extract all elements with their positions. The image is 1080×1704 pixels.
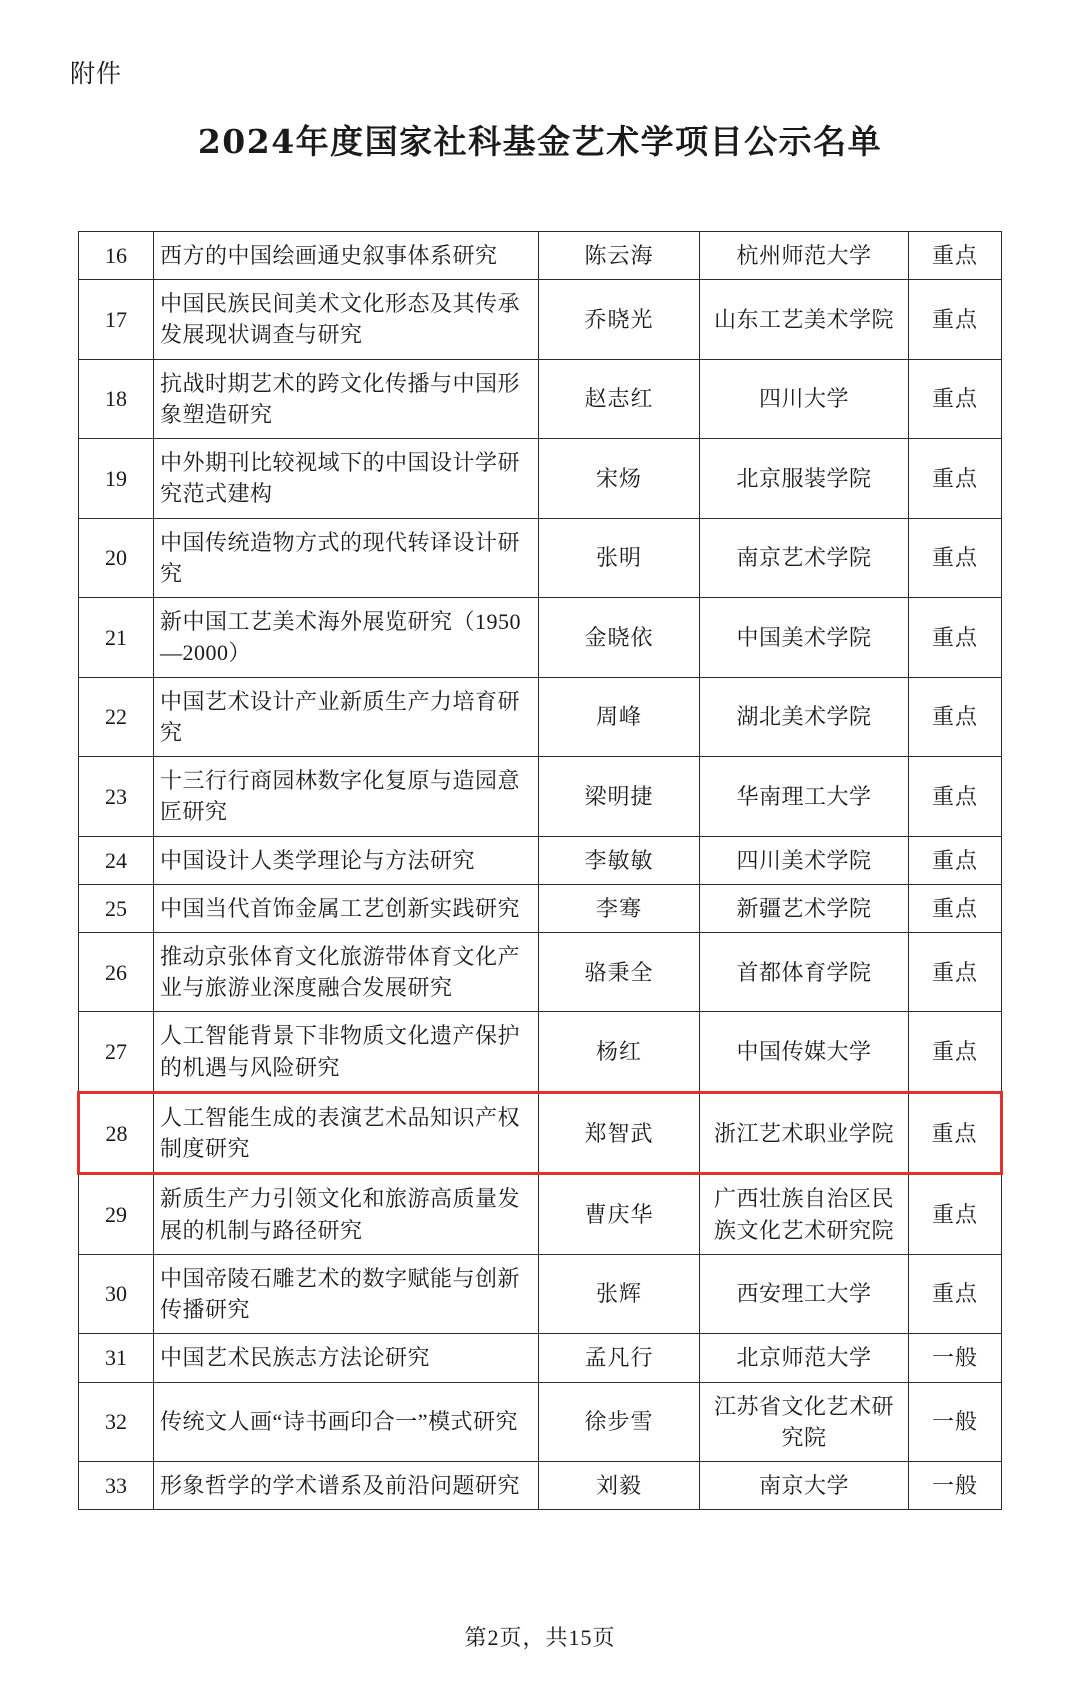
row-type-cell: 重点: [909, 1174, 1002, 1254]
row-index-cell: 23: [79, 757, 154, 836]
table-row: [79, 1092, 1002, 1173]
row-index-cell: 28: [79, 1092, 154, 1173]
table-row: [79, 1334, 1002, 1382]
row-person-cell: 张明: [539, 518, 700, 597]
table-row: [79, 280, 1002, 359]
table-row: [79, 598, 1002, 677]
row-organization-cell: 四川美术学院: [700, 836, 909, 884]
project-listing-table: [77, 231, 1003, 1510]
row-organization-cell: 广西壮族自治区民族文化艺术研究院: [700, 1174, 909, 1254]
row-person-cell: 徐步雪: [539, 1382, 700, 1461]
row-organization-cell: 江苏省文化艺术研究院: [700, 1382, 909, 1461]
row-index-cell: 22: [79, 677, 154, 756]
page-footer: 第2页，共15页: [464, 1625, 616, 1650]
row-title-cell: 中国帝陵石雕艺术的数字赋能与创新传播研究: [154, 1254, 539, 1333]
row-organization-cell: 西安理工大学: [700, 1254, 909, 1333]
row-type-cell: 重点: [909, 757, 1002, 836]
row-title-cell: 中国艺术设计产业新质生产力培育研究: [154, 677, 539, 756]
row-person-cell: 李骞: [539, 884, 700, 932]
row-type-cell: 一般: [909, 1382, 1002, 1461]
row-type-cell: 重点: [909, 439, 1002, 518]
row-title-cell: 形象哲学的学术谱系及前沿问题研究: [154, 1462, 539, 1510]
row-person-cell: 骆秉全: [539, 932, 700, 1011]
row-type-cell: 重点: [909, 836, 1002, 884]
row-organization-cell: 新疆艺术学院: [700, 884, 909, 932]
row-person-cell: 陈云海: [539, 232, 700, 280]
row-person-cell: 金晓依: [539, 598, 700, 677]
row-title-cell: 中国设计人类学理论与方法研究: [154, 836, 539, 884]
table-row: [79, 1462, 1002, 1510]
row-person-cell: 乔晓光: [539, 280, 700, 359]
row-type-cell: 重点: [909, 232, 1002, 280]
row-organization-cell: 中国传媒大学: [700, 1012, 909, 1092]
table-row: [79, 932, 1002, 1011]
row-organization-cell: 南京艺术学院: [700, 518, 909, 597]
row-person-cell: 梁明捷: [539, 757, 700, 836]
row-index-cell: 33: [79, 1462, 154, 1510]
row-index-cell: 18: [79, 359, 154, 438]
row-title-cell: 中国传统造物方式的现代转译设计研究: [154, 518, 539, 597]
row-person-cell: 赵志红: [539, 359, 700, 438]
row-organization-cell: 北京师范大学: [700, 1334, 909, 1382]
row-title-cell: 传统文人画“诗书画印合一”模式研究: [154, 1382, 539, 1461]
table-row: [79, 757, 1002, 836]
row-type-cell: 重点: [909, 932, 1002, 1011]
row-title-cell: 抗战时期艺术的跨文化传播与中国形象塑造研究: [154, 359, 539, 438]
row-organization-cell: 湖北美术学院: [700, 677, 909, 756]
row-index-cell: 30: [79, 1254, 154, 1333]
row-index-cell: 27: [79, 1012, 154, 1092]
row-organization-cell: 杭州师范大学: [700, 232, 909, 280]
row-title-cell: 人工智能生成的表演艺术品知识产权制度研究: [154, 1092, 539, 1173]
row-index-cell: 32: [79, 1382, 154, 1461]
page-title: 2024年度国家社科基金艺术学项目公示名单: [197, 122, 883, 161]
row-title-cell: 西方的中国绘画通史叙事体系研究: [154, 232, 539, 280]
row-type-cell: 重点: [909, 1254, 1002, 1333]
table-row: [79, 439, 1002, 518]
row-person-cell: 孟凡行: [539, 1334, 700, 1382]
row-index-cell: 26: [79, 932, 154, 1011]
row-organization-cell: 中国美术学院: [700, 598, 909, 677]
row-person-cell: 杨红: [539, 1012, 700, 1092]
row-title-cell: 中国民族民间美术文化形态及其传承发展现状调查与研究: [154, 280, 539, 359]
row-index-cell: 24: [79, 836, 154, 884]
table-row: [79, 677, 1002, 756]
row-person-cell: 曹庆华: [539, 1174, 700, 1254]
row-index-cell: 31: [79, 1334, 154, 1382]
attachment-label: 附件: [70, 61, 123, 88]
table-row: [79, 232, 1002, 280]
row-type-cell: 一般: [909, 1334, 1002, 1382]
row-organization-cell: 首都体育学院: [700, 932, 909, 1011]
row-title-cell: 中国当代首饰金属工艺创新实践研究: [154, 884, 539, 932]
row-title-cell: 十三行行商园林数字化复原与造园意匠研究: [154, 757, 539, 836]
row-index-cell: 29: [79, 1174, 154, 1254]
table-row: [79, 1012, 1002, 1092]
row-type-cell: 重点: [909, 1092, 1002, 1173]
row-type-cell: 一般: [909, 1462, 1002, 1510]
row-type-cell: 重点: [909, 884, 1002, 932]
table-row: [79, 1382, 1002, 1461]
table-row: [79, 518, 1002, 597]
row-organization-cell: 华南理工大学: [700, 757, 909, 836]
table-row: [79, 359, 1002, 438]
row-title-cell: 中国艺术民族志方法论研究: [154, 1334, 539, 1382]
row-title-cell: 新质生产力引领文化和旅游高质量发展的机制与路径研究: [154, 1174, 539, 1254]
row-type-cell: 重点: [909, 359, 1002, 438]
row-index-cell: 20: [79, 518, 154, 597]
row-person-cell: 刘毅: [539, 1462, 700, 1510]
table-row: [79, 1174, 1002, 1254]
row-organization-cell: 四川大学: [700, 359, 909, 438]
row-organization-cell: 南京大学: [700, 1462, 909, 1510]
row-organization-cell: 北京服装学院: [700, 439, 909, 518]
row-title-cell: 中外期刊比较视域下的中国设计学研究范式建构: [154, 439, 539, 518]
row-person-cell: 李敏敏: [539, 836, 700, 884]
row-index-cell: 19: [79, 439, 154, 518]
row-person-cell: 郑智武: [539, 1092, 700, 1173]
row-person-cell: 张辉: [539, 1254, 700, 1333]
row-title-cell: 人工智能背景下非物质文化遗产保护的机遇与风险研究: [154, 1012, 539, 1092]
row-index-cell: 16: [79, 232, 154, 280]
row-title-cell: 推动京张体育文化旅游带体育文化产业与旅游业深度融合发展研究: [154, 932, 539, 1011]
row-index-cell: 17: [79, 280, 154, 359]
row-organization-cell: 浙江艺术职业学院: [700, 1092, 909, 1173]
row-type-cell: 重点: [909, 280, 1002, 359]
row-type-cell: 重点: [909, 677, 1002, 756]
row-type-cell: 重点: [909, 598, 1002, 677]
row-type-cell: 重点: [909, 1012, 1002, 1092]
table-row: [79, 836, 1002, 884]
project-listing-table-wrap: [70, 231, 1010, 1510]
table-row: [79, 884, 1002, 932]
row-title-cell: 新中国工艺美术海外展览研究（1950—2000）: [154, 598, 539, 677]
row-person-cell: 周峰: [539, 677, 700, 756]
row-organization-cell: 山东工艺美术学院: [700, 280, 909, 359]
row-index-cell: 25: [79, 884, 154, 932]
table-row: [79, 1254, 1002, 1333]
row-index-cell: 21: [79, 598, 154, 677]
row-person-cell: 宋炀: [539, 439, 700, 518]
row-type-cell: 重点: [909, 518, 1002, 597]
